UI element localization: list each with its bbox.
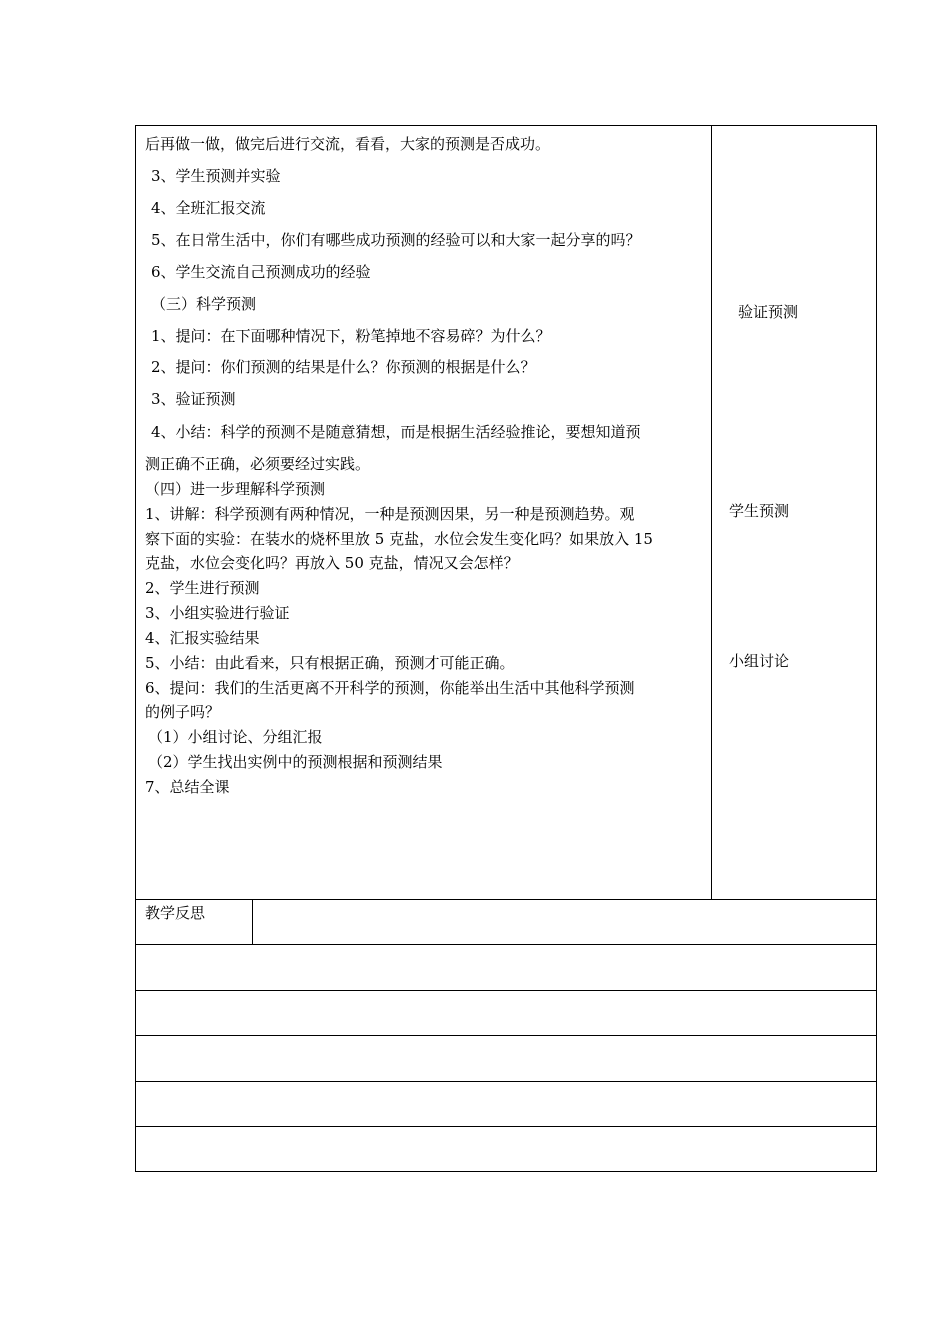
blank-row-divider [135,1035,877,1036]
content-line: 1、提问：在下面哪种情况下，粉笔掉地不容易碎？为什么？ [151,327,551,345]
content-line: （三）科学预测 [151,295,257,313]
content-line: 克盐，水位会变化吗？再放入 50 克盐，情况又会怎样？ [145,554,519,572]
content-line: 4、汇报实验结果 [145,629,260,647]
reflection-label: 教学反思 [145,904,206,922]
blank-row-divider [135,1081,877,1082]
content-line: 4、全班汇报交流 [151,199,266,217]
content-line: 2、学生进行预测 [145,579,260,597]
reflection-label-divider [252,899,253,944]
column-divider [711,125,712,899]
content-line: 5、在日常生活中，你们有哪些成功预测的经验可以和大家一起分享的吗？ [151,231,641,249]
content-line: 7、总结全课 [145,778,230,796]
blank-row-divider [135,1126,877,1127]
side-note-student-predict: 学生预测 [729,502,790,520]
content-line: 测正确不正确，必须要经过实践。 [145,455,371,473]
content-line: （四）进一步理解科学预测 [145,480,326,498]
content-line: 的例子吗？ [145,703,221,721]
content-line: （1）小组讨论、分组汇报 [148,728,323,746]
content-line: 后再做一做，做完后进行交流，看看，大家的预测是否成功。 [145,135,551,153]
content-line: 3、小组实验进行验证 [145,604,290,622]
content-line: 3、学生预测并实验 [151,167,281,185]
content-line: 1、讲解：科学预测有两种情况，一种是预测因果，另一种是预测趋势。观 [145,505,635,523]
blank-row-divider [135,990,877,991]
content-line: 3、验证预测 [151,390,236,408]
side-note-group-discuss: 小组讨论 [729,652,790,670]
content-line: （2）学生找出实例中的预测根据和预测结果 [148,753,443,771]
content-line: 6、学生交流自己预测成功的经验 [151,263,371,281]
content-line: 6、提问：我们的生活更离不开科学的预测，你能举出生活中其他科学预测 [145,679,635,697]
content-line: 察下面的实验：在装水的烧杯里放 5 克盐，水位会发生变化吗？如果放入 15 [145,530,653,548]
content-line: 2、提问：你们预测的结果是什么？你预测的根据是什么？ [151,358,536,376]
content-line: 5、小结：由此看来，只有根据正确，预测才可能正确。 [145,654,515,672]
lesson-table [135,125,877,1172]
row-divider-reflection [135,899,877,900]
content-line: 4、小结：科学的预测不是随意猜想，而是根据生活经验推论，要想知道预 [151,423,641,441]
side-note-verify: 验证预测 [738,303,799,321]
blank-row-divider [135,944,877,945]
